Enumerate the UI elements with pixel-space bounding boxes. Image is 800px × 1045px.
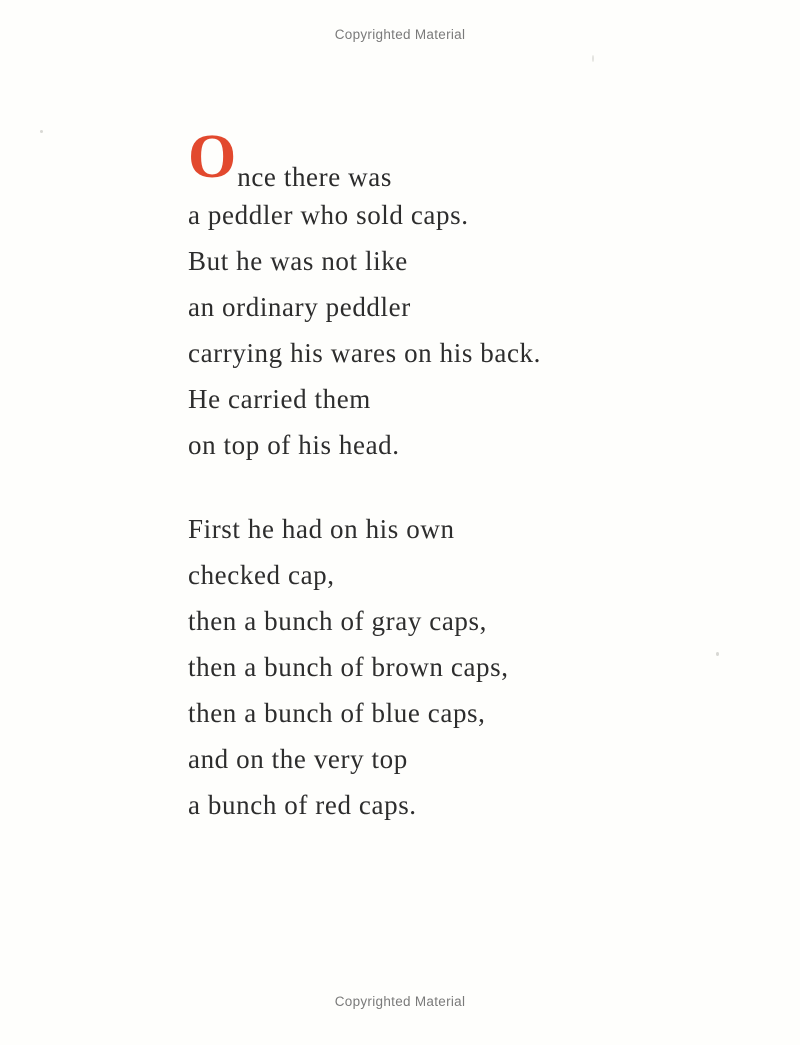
paragraph-2 bbox=[188, 506, 748, 828]
text-line: then a bunch of blue caps, bbox=[188, 698, 486, 728]
text-line: an ordinary peddler bbox=[188, 292, 411, 322]
text-line: First he had on his own bbox=[188, 514, 455, 544]
text-line: on top of his head. bbox=[188, 430, 400, 460]
watermark-bottom: Copyrighted Material bbox=[334, 994, 466, 1009]
paper-speck bbox=[592, 55, 594, 62]
first-line bbox=[188, 123, 748, 192]
text-line: and on the very top bbox=[188, 744, 408, 774]
text-line: He carried them bbox=[188, 384, 371, 414]
text-line: checked cap, bbox=[188, 560, 335, 590]
page-body-text bbox=[188, 123, 748, 828]
text-line: a bunch of red caps. bbox=[188, 790, 417, 820]
text-line: But he was not like bbox=[188, 246, 408, 276]
text-line: carrying his wares on his back. bbox=[188, 338, 542, 368]
text-line: nce there was bbox=[237, 162, 392, 192]
watermark-top: Copyrighted Material bbox=[334, 27, 466, 42]
text-line: then a bunch of brown caps, bbox=[188, 652, 509, 682]
drop-cap-letter: O bbox=[188, 123, 237, 191]
text-line: a peddler who sold caps. bbox=[188, 200, 469, 230]
paper-speck bbox=[40, 130, 43, 133]
paragraph-1 bbox=[188, 123, 748, 468]
text-line: then a bunch of gray caps, bbox=[188, 606, 487, 636]
